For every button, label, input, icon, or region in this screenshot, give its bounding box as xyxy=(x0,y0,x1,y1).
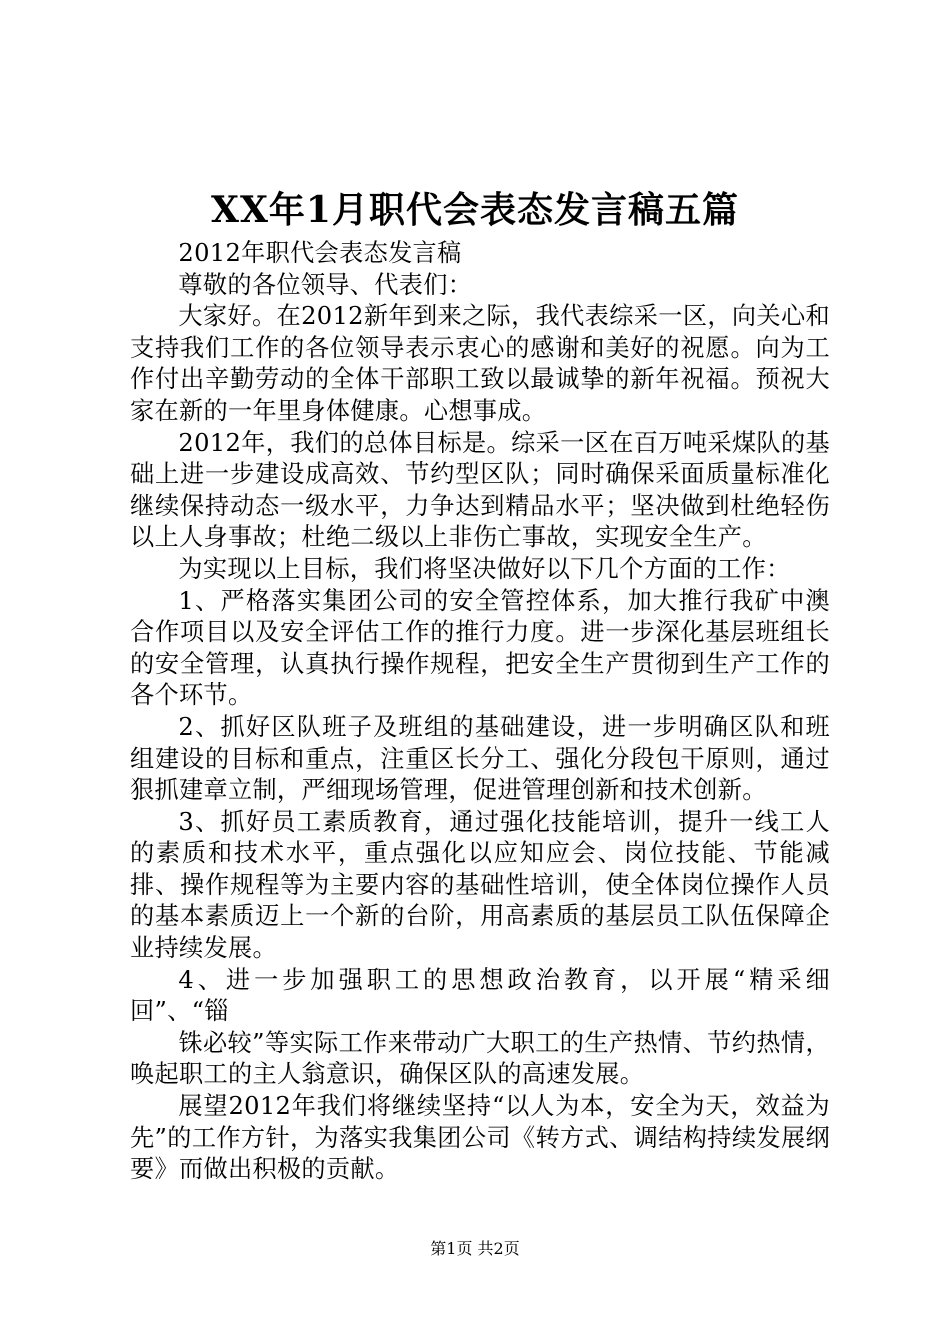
paragraph-task-1: 1、严格落实集团公司的安全管控体系，加大推行我矿中澳合作项目以及安全评估工作的推行力度。进一步深化基层班组长的安全管理，认真执行操作规程，把安全生产贯彻到生产工作的各个环节。 xyxy=(130,586,830,710)
paragraph-salutation: 尊敬的各位领导、代表们： xyxy=(178,270,473,299)
paragraph-task-4-continued: 铢必较”等实际工作来带动广大职工的生产热情、节约热情，唤起职工的主人翁意识，确保区队的高速发展。 xyxy=(130,1028,830,1089)
paragraph-subtitle: 2012年职代会表态发言稿 xyxy=(178,239,462,267)
paragraph-task-4-start: 4、进一步加强职工的思想政治教育，以开展“精采细回”、“锱 xyxy=(130,965,830,1026)
paragraph-goals: 2012年，我们的总体目标是。综采一区在百万吨采煤队的基础上进一步建设成高效、节约型区队；同时确保采面质量标准化继续保持动态一级水平，力争达到精品水平；坚决做到杜绝轻伤以上人身事故；杜绝二级以上非伤亡事故，实现安全生产。 xyxy=(130,428,830,552)
document-title: XX年1月职代会表态发言稿五篇 xyxy=(211,189,739,231)
document-body xyxy=(130,238,830,1186)
paragraph-task-2: 2、抓好区队班子及班组的基础建设，进一步明确区队和班组建设的目标和重点，注重区长分工、强化分段包干原则，通过狠抓建章立制，严细现场管理，促进管理创新和技术创新。 xyxy=(130,712,830,805)
paragraph-greeting: 大家好。在2012新年到来之际，我代表综采一区，向关心和支持我们工作的各位领导表示衷心的感谢和美好的祝愿。向为工作付出辛勤劳动的全体干部职工致以最诚挚的新年祝福。预祝大家在新的一年里身体健康。心想事成。 xyxy=(130,302,830,425)
paragraph-intro-tasks: 为实现以上目标，我们将坚决做好以下几个方面的工作： xyxy=(178,554,791,583)
paragraph-task-3: 3、抓好员工素质教育，通过强化技能培训，提升一线工人的素质和技术水平，重点强化以应知应会、岗位技能、节能减排、操作规程等为主要内容的基础性培训，使全体岗位操作人员的基本素质迈上一个新的台阶，用高素质的基层员工队伍保障企业持续发展。 xyxy=(130,807,830,963)
paragraph-outlook: 展望2012年我们将继续坚持“以人为本，安全为天，效益为先”的工作方针，为落实我集团公司《转方式、调结构持续发展纲要》而做出积极的贡献。 xyxy=(130,1092,830,1184)
page-footer: 第1页 共2页 xyxy=(430,1239,520,1258)
